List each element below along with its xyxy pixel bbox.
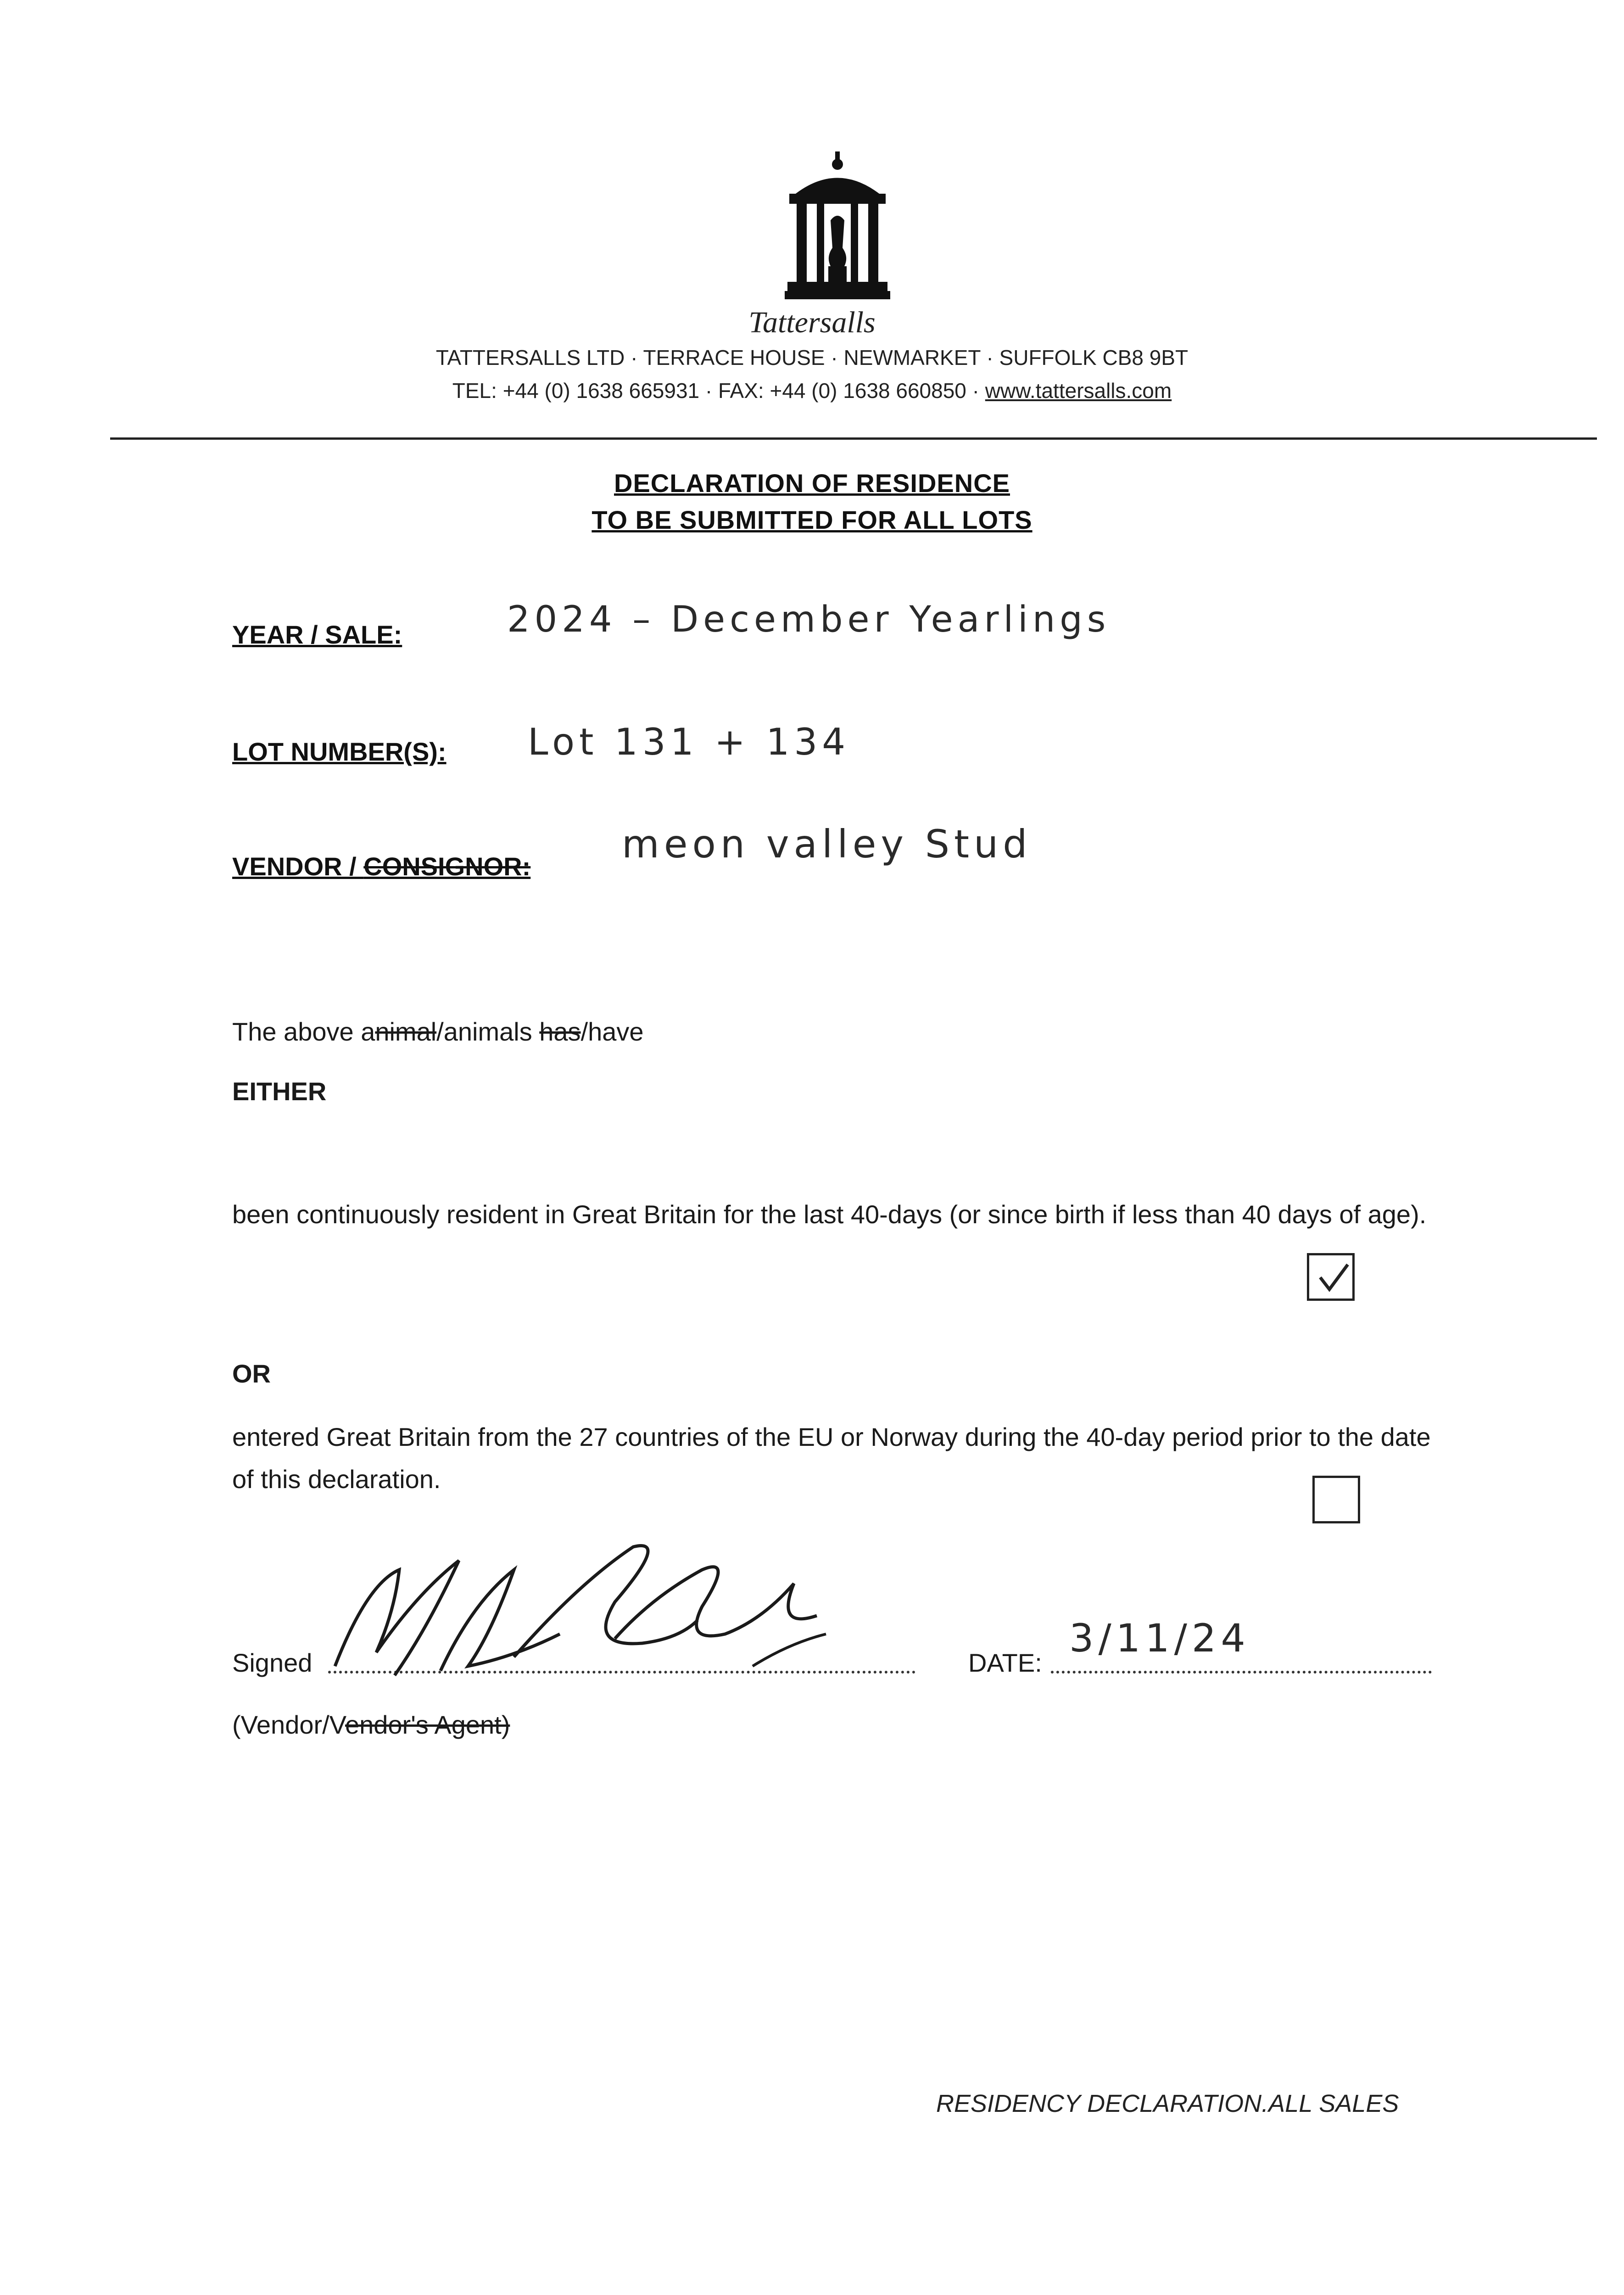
role-vendor: (Vendor/V [232, 1710, 345, 1739]
vendor-value: meon valley Stud [622, 822, 1032, 867]
statement-suffix: /have [580, 1017, 644, 1046]
company-contact [0, 378, 1624, 403]
document-subtitle: TO BE SUBMITTED FOR ALL LOTS [592, 505, 1032, 534]
footer-reference: RESIDENCY DECLARATION.ALL SALES [936, 2090, 1399, 2117]
vendor-label-text: VENDOR / [232, 852, 364, 881]
tattersalls-logo-icon [785, 151, 890, 303]
consignor-label-struck: CONSIGNOR: [363, 852, 531, 881]
date-label: DATE: [968, 1648, 1042, 1677]
year-sale-value: 2024 – December Yearlings [507, 599, 1111, 640]
lot-numbers-value: Lot 131 + 134 [528, 721, 850, 763]
statement-prefix: The above a [232, 1017, 375, 1046]
company-address: TATTERSALLS LTD · TERRACE HOUSE · NEWMARKET · SUFFOLK CB8 9BT [435, 346, 1189, 369]
option2-checkbox[interactable] [1312, 1476, 1360, 1523]
handwritten-signature-icon [321, 1528, 899, 1694]
option1-checkbox[interactable] [1307, 1253, 1355, 1301]
contact-phone-fax: TEL: +44 (0) 1638 665931 · FAX: +44 (0) 1638 660850 · [452, 379, 985, 403]
website-link[interactable]: www.tattersalls.com [985, 379, 1172, 403]
struck-has: has [539, 1017, 581, 1046]
signed-label: Signed [232, 1648, 313, 1677]
vendor-label [232, 851, 530, 881]
struck-animal: nimal [375, 1017, 437, 1046]
option1-text: been continuously resident in Great Britain for the last 40-days (or since birth if less than 40 days of age). [232, 1200, 1427, 1229]
or-label: OR [232, 1359, 271, 1388]
document-title: DECLARATION OF RESIDENCE [614, 469, 1010, 498]
brand-name: Tattersalls [748, 306, 876, 339]
signer-role [232, 1710, 510, 1740]
lot-numbers-label: LOT NUMBER(S): [232, 737, 446, 766]
option2-text: entered Great Britain from the 27 countries of the EU or Norway during the 40-day period prior to the date of this declaration. [232, 1422, 1431, 1494]
date-line [1051, 1666, 1432, 1674]
role-agent-struck: endor's Agent) [345, 1710, 510, 1739]
header-divider [110, 437, 1597, 440]
check-mark-icon [1317, 1262, 1350, 1294]
statement-middle: /animals [436, 1017, 540, 1046]
statement-intro [232, 1017, 644, 1047]
date-value: 3/11/24 [1069, 1616, 1250, 1661]
either-label: EITHER [232, 1077, 327, 1106]
year-sale-label: YEAR / SALE: [232, 620, 402, 649]
